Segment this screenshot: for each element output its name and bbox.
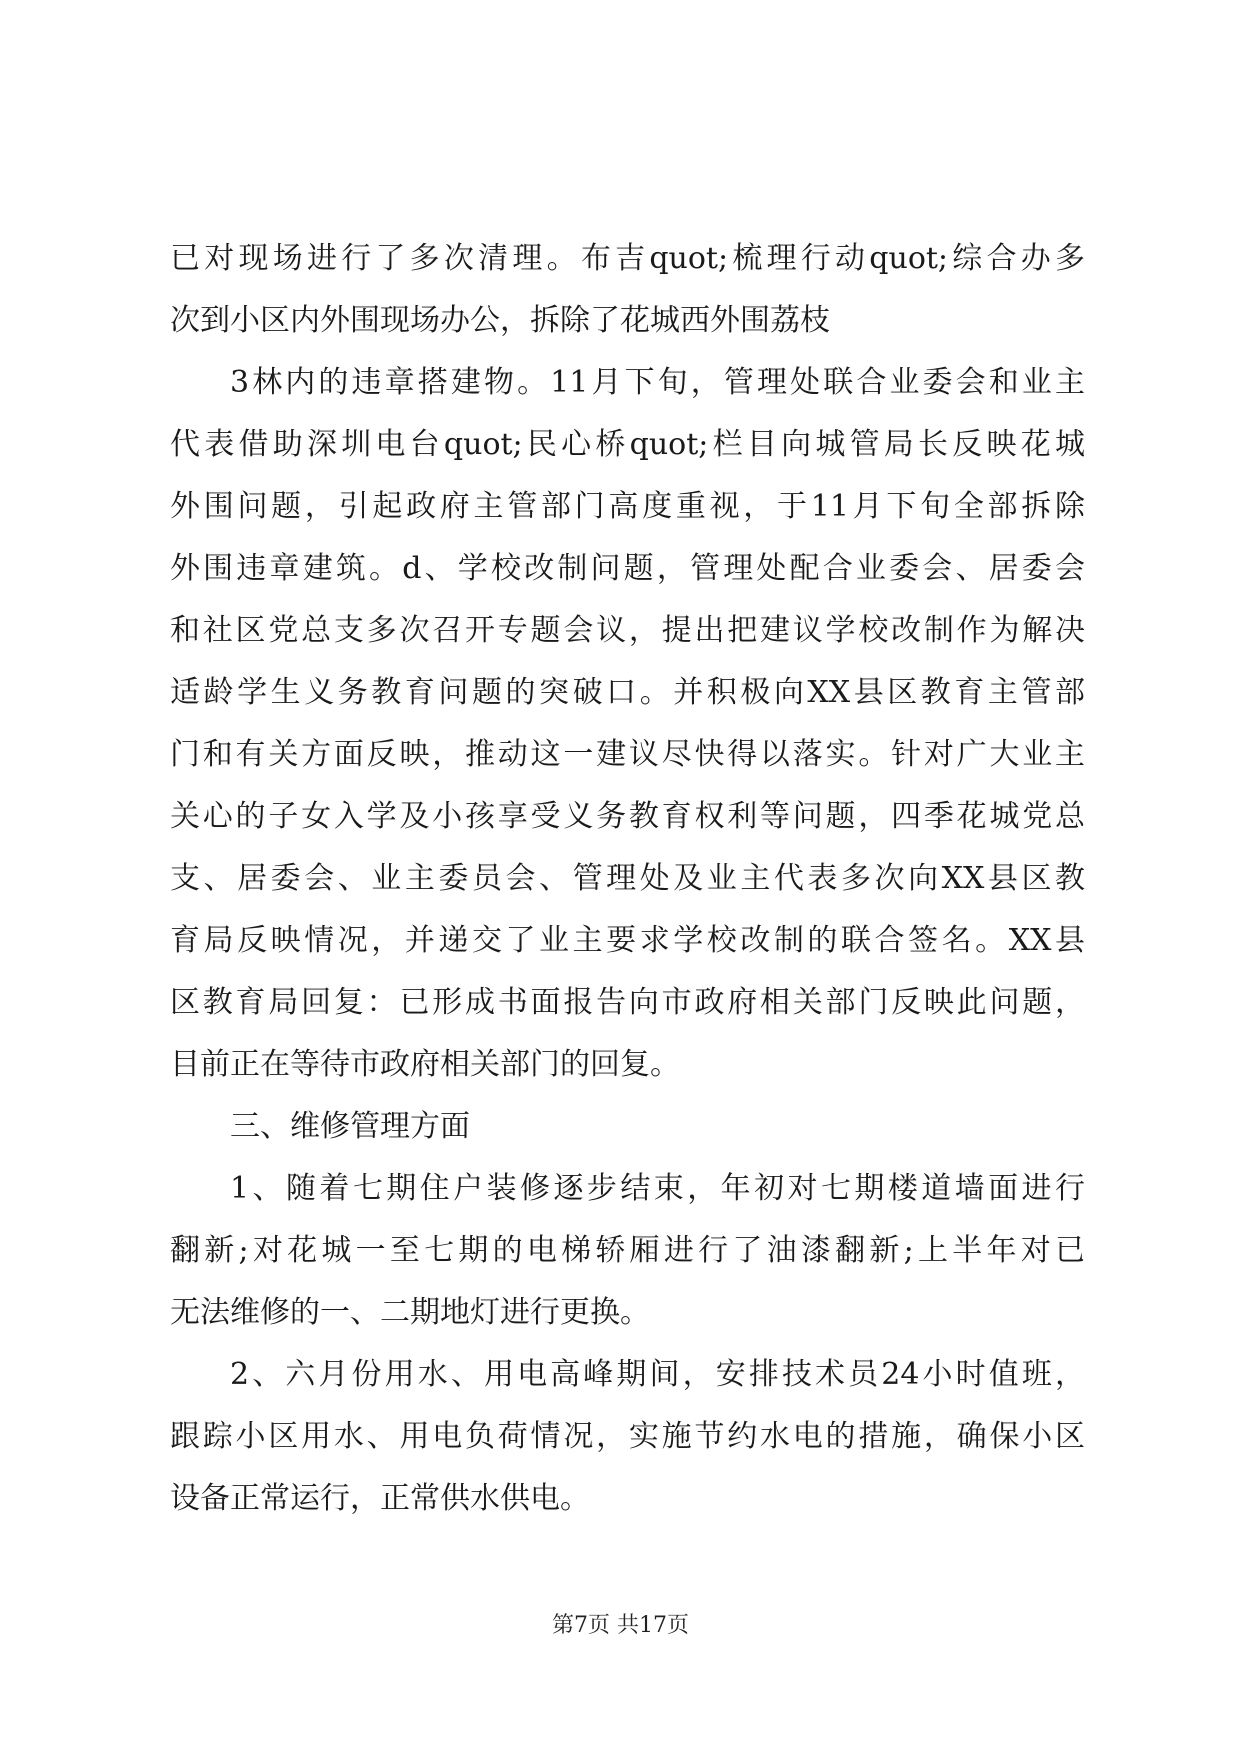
text-line: 三、维修管理方面 [230,1109,470,1144]
text-line: 跟踪小区用水、用电负荷情况，实施节约水电的措施，确保小区 [170,1419,1085,1454]
text-line: 适龄学生义务教育问题的突破口。并积极向XX县区教育主管部 [170,675,1085,710]
paragraph [170,228,1085,352]
text-line: 代表借助深圳电台quot;民心桥quot;栏目向城管局长反映花城 [170,427,1085,462]
text-line: 1、随着七期住户装修逐步结束，年初对七期楼道墙面进行 [230,1171,1085,1206]
text-line: 已对现场进行了多次清理。布吉quot;梳理行动quot;综合办多 [170,241,1085,276]
text-line: 次到小区内外围现场办公，拆除了花城西外围荔枝 [170,303,830,338]
text-line: 翻新;对花城一至七期的电梯轿厢进行了油漆翻新;上半年对已 [170,1233,1085,1268]
text-line: 支、居委会、业主委员会、管理处及业主代表多次向XX县区教 [170,861,1085,896]
paragraph [170,1344,1085,1530]
text-line: 设备正常运行，正常供水供电。 [170,1481,590,1516]
text-line: 3林内的违章搭建物。11月下旬，管理处联合业委会和业主 [230,365,1085,400]
text-line: 2、六月份用水、用电高峰期间，安排技术员24小时值班， [230,1357,1085,1392]
document-body [170,228,1085,1530]
text-line: 和社区党总支多次召开专题会议，提出把建议学校改制作为解决 [170,613,1085,648]
text-line: 育局反映情况，并递交了业主要求学校改制的联合签名。XX县 [170,923,1085,958]
text-line: 外围问题，引起政府主管部门高度重视，于11月下旬全部拆除 [170,489,1085,524]
text-line: 外围违章建筑。d、学校改制问题，管理处配合业委会、居委会 [170,551,1085,586]
paragraph [170,352,1085,1096]
text-line: 关心的子女入学及小孩享受义务教育权利等问题，四季花城党总 [170,799,1085,834]
page-footer: 第7页 共17页 [552,1613,689,1638]
text-line: 区教育局回复：已形成书面报告向市政府相关部门反映此问题， [170,985,1085,1020]
paragraph [170,1158,1085,1344]
text-line: 门和有关方面反映，推动这一建议尽快得以落实。针对广大业主 [170,737,1085,772]
text-line: 无法维修的一、二期地灯进行更换。 [170,1295,650,1330]
text-line: 目前正在等待市政府相关部门的回复。 [170,1047,680,1082]
paragraph [170,1096,1085,1158]
